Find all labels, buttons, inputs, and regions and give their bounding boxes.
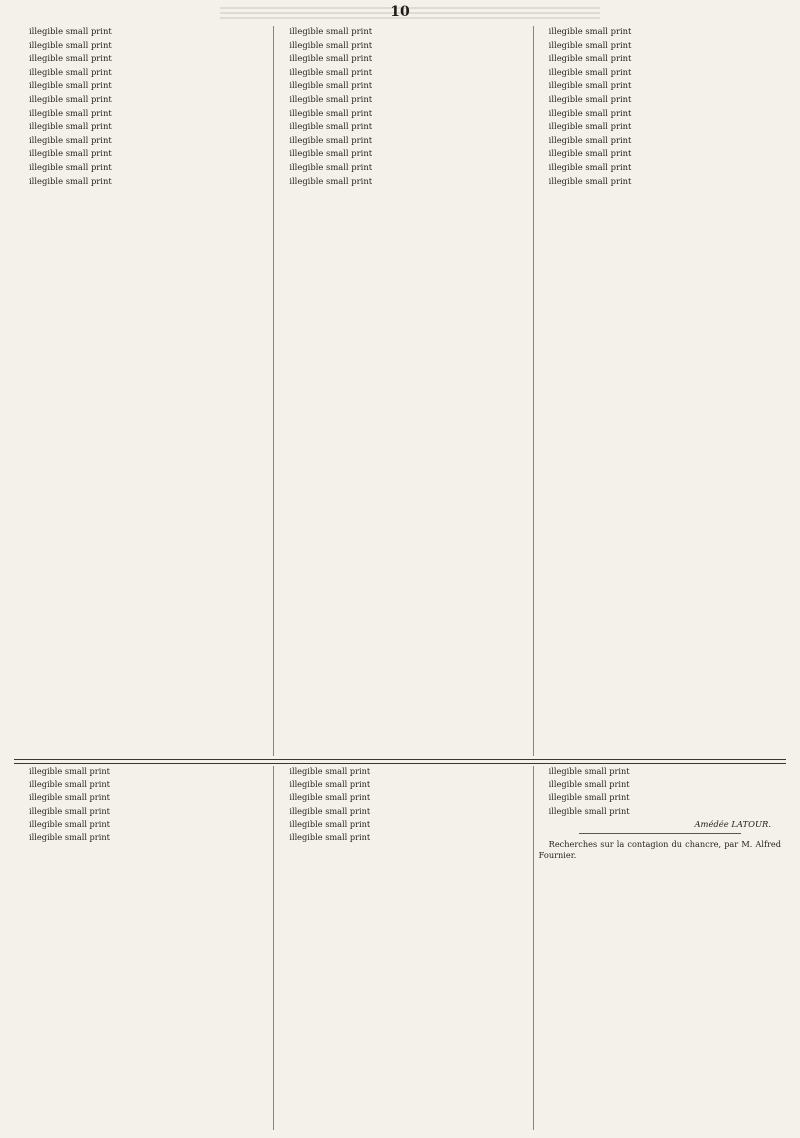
paragraph: illegible small print <box>548 134 632 145</box>
paragraph: illegible small print <box>29 779 110 790</box>
paragraph: illegible small print <box>29 832 110 843</box>
case-notes-section <box>14 26 786 756</box>
feuilleton-section <box>14 766 786 1130</box>
case-notes-column-2 <box>273 26 526 756</box>
paragraph: illegible small print <box>289 148 373 159</box>
paragraph: illegible small print <box>29 175 112 186</box>
paragraph: illegible small print <box>29 148 112 159</box>
feuilleton-column-2 <box>273 766 526 1130</box>
paragraph: illegible small print <box>548 80 632 91</box>
paragraph: illegible small print <box>548 26 632 36</box>
paragraph: illegible small print <box>29 107 112 118</box>
paragraph: illegible small print <box>29 39 112 50</box>
paragraph: illegible small print <box>29 93 112 104</box>
paragraph: illegible small print <box>289 805 371 816</box>
feuilleton-column-1 <box>14 766 267 1130</box>
book-note: Recherches sur la contagion du chancre, par M. Alfred Fournier. <box>538 838 781 861</box>
feuilleton-column-3 <box>533 766 786 1130</box>
paragraph: illegible small print <box>289 134 373 145</box>
footnote-separator <box>579 833 741 834</box>
paragraph: illegible small print <box>548 107 632 118</box>
paragraph: illegible small print <box>548 66 632 77</box>
author-signature: Amédée LATOUR. <box>694 818 771 829</box>
paragraph: illegible small print <box>29 792 110 803</box>
paragraph: illegible small print <box>289 792 371 803</box>
paragraph: illegible small print <box>548 766 630 776</box>
paragraph: illegible small print <box>29 121 112 132</box>
case-notes-column-1 <box>14 26 267 756</box>
paragraph: illegible small print <box>548 148 632 159</box>
feuilleton-divider <box>14 759 786 764</box>
paragraph: illegible small print <box>29 66 112 77</box>
paragraph: illegible small print <box>289 779 371 790</box>
paragraph: illegible small print <box>289 161 373 172</box>
paragraph: illegible small print <box>289 80 373 91</box>
paragraph: illegible small print <box>29 80 112 91</box>
paragraph: illegible small print <box>289 175 373 186</box>
paragraph: illegible small print <box>289 107 373 118</box>
paragraph: illegible small print <box>29 805 110 816</box>
paragraph: illegible small print <box>289 53 373 64</box>
paragraph: illegible small print <box>289 832 371 843</box>
paragraph: illegible small print <box>289 39 373 50</box>
paragraph: illegible small print <box>548 121 632 132</box>
paragraph: illegible small print <box>289 121 373 132</box>
paragraph: illegible small print <box>289 66 373 77</box>
paragraph: illegible small print <box>548 779 630 790</box>
paragraph: illegible small print <box>289 818 371 829</box>
paragraph: illegible small print <box>548 161 632 172</box>
paragraph: illegible small print <box>29 766 110 776</box>
paragraph: illegible small print <box>289 766 371 776</box>
paragraph: illegible small print <box>29 161 112 172</box>
paragraph: illegible small print <box>29 53 112 64</box>
paragraph: illegible small print <box>289 26 373 36</box>
paragraph: illegible small print <box>548 805 630 816</box>
page-number: 10 <box>390 4 410 20</box>
paragraph: illegible small print <box>289 93 373 104</box>
paragraph: illegible small print <box>29 134 112 145</box>
paragraph: illegible small print <box>548 792 630 803</box>
paragraph: illegible small print <box>29 818 110 829</box>
paragraph: illegible small print <box>29 26 112 36</box>
paragraph: illegible small print <box>548 175 632 186</box>
paragraph: illegible small print <box>548 39 632 50</box>
paragraph: illegible small print <box>548 53 632 64</box>
paragraph: illegible small print <box>548 93 632 104</box>
case-notes-column-3 <box>533 26 786 756</box>
